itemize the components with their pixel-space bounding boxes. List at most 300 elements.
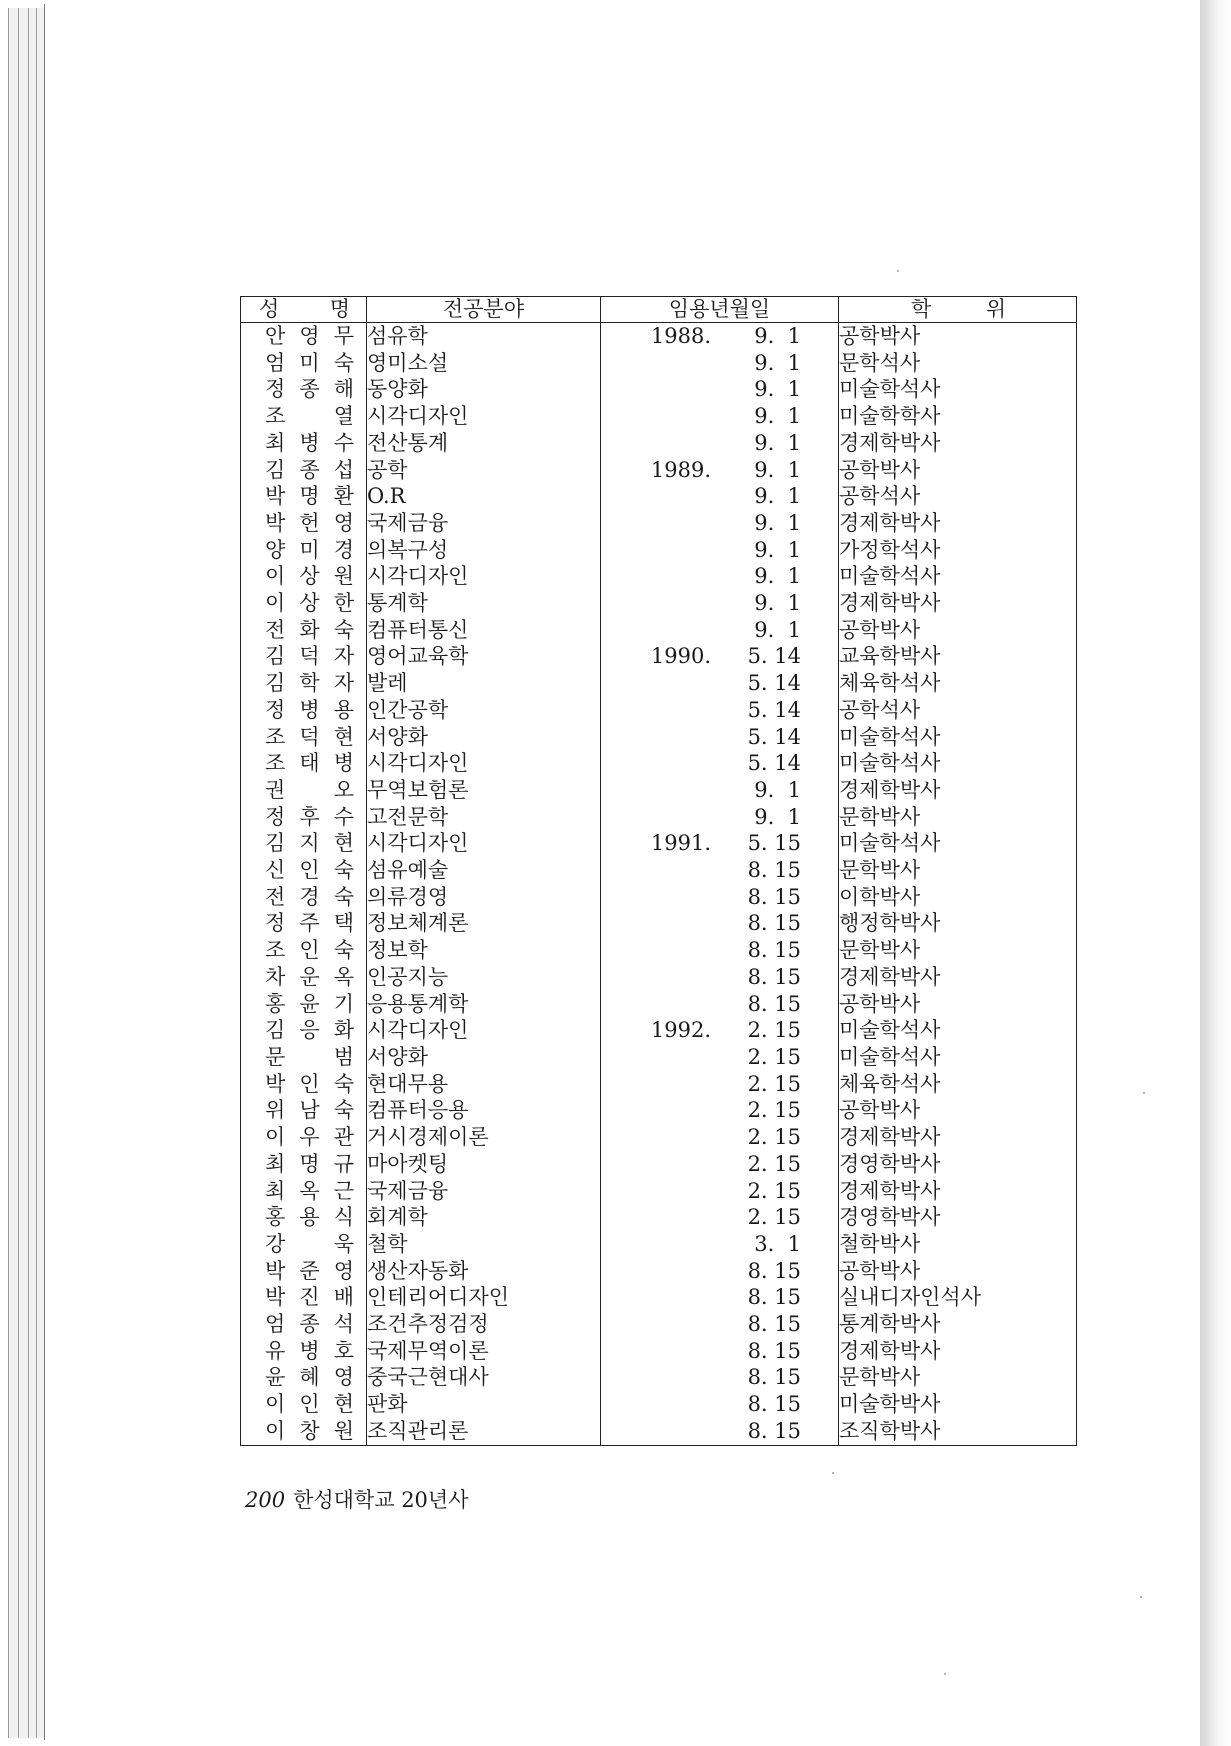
- cell-field: 조건추정검정: [367, 1311, 601, 1338]
- cell-name: [241, 1017, 367, 1044]
- cell-degree: 경제학박사: [839, 777, 1077, 804]
- appointment-month-day: 9. 1: [754, 457, 801, 482]
- appointment-month-day: 8. 15: [747, 1365, 801, 1390]
- cell-date: [601, 617, 839, 644]
- person-name: 권 오: [265, 777, 354, 802]
- cell-date: [601, 1338, 839, 1365]
- person-name: 전 경 숙: [265, 884, 354, 909]
- cell-field: 고전문학: [367, 804, 601, 831]
- cell-degree: 체육학석사: [839, 1071, 1077, 1098]
- appointment-year: [601, 1284, 717, 1311]
- cell-field: 섬유학: [367, 323, 601, 350]
- appointment-year: [601, 724, 717, 751]
- table-row: [241, 1391, 1077, 1418]
- appointment-year: [601, 804, 717, 831]
- appointment-month-day: 9. 1: [754, 510, 801, 535]
- appointment-year: [601, 1391, 717, 1418]
- cell-field: 생산자동화: [367, 1258, 601, 1285]
- cell-field: 현대무용: [367, 1071, 601, 1098]
- cell-field: 응용통계학: [367, 991, 601, 1018]
- cell-date: [601, 670, 839, 697]
- cell-name: [241, 1044, 367, 1071]
- appointment-year: [601, 1178, 717, 1205]
- person-name: 최 옥 근: [265, 1178, 354, 1203]
- cell-field: 의복구성: [367, 537, 601, 564]
- person-name: 조 덕 현: [265, 724, 354, 749]
- cell-name: [241, 1418, 367, 1445]
- appointment-month-day: 9. 1: [754, 484, 801, 509]
- table-row: [241, 430, 1077, 457]
- appointment-month-day: 2. 15: [747, 1071, 801, 1096]
- table-row: [241, 910, 1077, 937]
- cell-name: [241, 1178, 367, 1205]
- cell-degree: 조직학박사: [839, 1418, 1077, 1445]
- appointment-year: 1991.: [650, 831, 711, 856]
- person-name: 조 태 병: [265, 751, 354, 776]
- person-name: 정 주 택: [265, 911, 354, 936]
- appointment-month-day: 9. 1: [754, 430, 801, 455]
- header-name-label: 성 명: [259, 297, 350, 321]
- appointment-month-day: 8. 15: [747, 1418, 801, 1443]
- appointment-month-day: 8. 15: [747, 991, 801, 1016]
- cell-degree: 미술학학사: [839, 403, 1077, 430]
- cell-name: [241, 563, 367, 590]
- cell-field: 섬유예술: [367, 857, 601, 884]
- appointment-year: [601, 697, 717, 724]
- cell-field: 전산통계: [367, 430, 601, 457]
- person-name: 김 종 섭: [265, 457, 354, 482]
- table-row: [241, 1231, 1077, 1258]
- cell-name: [241, 1338, 367, 1365]
- appointment-month-day: 5. 14: [747, 644, 801, 669]
- table-row: [241, 964, 1077, 991]
- appointment-month-day: 8. 15: [747, 858, 801, 883]
- cell-name: [241, 964, 367, 991]
- table-row: [241, 670, 1077, 697]
- cell-name: [241, 590, 367, 617]
- table-row: [241, 777, 1077, 804]
- appointment-year: [601, 1097, 717, 1124]
- table-row: [241, 1124, 1077, 1151]
- appointment-month-day: 2. 15: [747, 1205, 801, 1230]
- cell-degree: 가정학석사: [839, 537, 1077, 564]
- person-name: 정 후 수: [265, 804, 354, 829]
- cell-degree: 교육학박사: [839, 643, 1077, 670]
- cell-field: 중국근현대사: [367, 1364, 601, 1391]
- cell-field: 발레: [367, 670, 601, 697]
- table-row: [241, 884, 1077, 911]
- person-name: 김 지 현: [265, 831, 354, 856]
- appointment-year: [601, 964, 717, 991]
- cell-field: 통계학: [367, 590, 601, 617]
- cell-field: 정보학: [367, 937, 601, 964]
- cell-degree: 경영학박사: [839, 1204, 1077, 1231]
- cell-date: [601, 643, 839, 670]
- header-date: 임용년월일: [601, 297, 839, 323]
- cell-name: [241, 750, 367, 777]
- table-row: [241, 483, 1077, 510]
- cell-degree: 미술학석사: [839, 830, 1077, 857]
- appointment-year: [601, 884, 717, 911]
- appointment-year: [601, 1311, 717, 1338]
- appointment-month-day: 8. 15: [747, 964, 801, 989]
- cell-date: [601, 991, 839, 1018]
- cell-degree: 경제학박사: [839, 430, 1077, 457]
- cell-field: 인간공학: [367, 697, 601, 724]
- cell-name: [241, 430, 367, 457]
- table-row: [241, 403, 1077, 430]
- cell-name: [241, 510, 367, 537]
- cell-degree: 공학박사: [839, 991, 1077, 1018]
- cell-date: [601, 376, 839, 403]
- cell-field: 무역보험론: [367, 777, 601, 804]
- person-name: 엄 미 숙: [265, 350, 354, 375]
- person-name: 엄 종 석: [265, 1312, 354, 1337]
- table-row: [241, 750, 1077, 777]
- table-body: [241, 323, 1077, 1446]
- cell-degree: 경제학박사: [839, 1338, 1077, 1365]
- cell-date: [601, 724, 839, 751]
- cell-field: 컴퓨터응용: [367, 1097, 601, 1124]
- appointment-year: [601, 750, 717, 777]
- cell-date: [601, 1391, 839, 1418]
- appointment-year: [601, 1124, 717, 1151]
- cell-degree: 문학박사: [839, 937, 1077, 964]
- table-row: [241, 724, 1077, 751]
- appointment-month-day: 8. 15: [747, 884, 801, 909]
- person-name: 최 명 규: [265, 1151, 354, 1176]
- appointment-year: [601, 376, 717, 403]
- cell-date: [601, 1097, 839, 1124]
- cell-field: 시각디자인: [367, 750, 601, 777]
- table-row: [241, 1338, 1077, 1365]
- cell-name: [241, 804, 367, 831]
- person-name: 차 운 옥: [265, 964, 354, 989]
- table-row: [241, 617, 1077, 644]
- cell-date: [601, 1151, 839, 1178]
- cell-field: 의류경영: [367, 884, 601, 911]
- appointment-month-day: 5. 14: [747, 671, 801, 696]
- cell-date: [601, 937, 839, 964]
- cell-name: [241, 1258, 367, 1285]
- header-degree-label: 학 위: [911, 297, 1006, 321]
- appointment-month-day: 9. 1: [754, 617, 801, 642]
- appointment-year: [601, 937, 717, 964]
- cell-field: 국제무역이론: [367, 1338, 601, 1365]
- appointment-year: [601, 537, 717, 564]
- appointment-month-day: 9. 1: [754, 804, 801, 829]
- cell-degree: 미술학석사: [839, 724, 1077, 751]
- person-name: 신 인 숙: [265, 858, 354, 883]
- cell-degree: 미술학석사: [839, 563, 1077, 590]
- table-row: [241, 1097, 1077, 1124]
- table-row: [241, 697, 1077, 724]
- person-name: 강 욱: [265, 1231, 354, 1256]
- person-name: 전 화 숙: [265, 617, 354, 642]
- cell-date: [601, 777, 839, 804]
- table-row: [241, 937, 1077, 964]
- cell-name: [241, 350, 367, 377]
- cell-name: [241, 1071, 367, 1098]
- appointment-year: [601, 590, 717, 617]
- table-row: [241, 991, 1077, 1018]
- appointment-year: [601, 1204, 717, 1231]
- table-row: [241, 537, 1077, 564]
- table-row: [241, 563, 1077, 590]
- cell-field: 영미소설: [367, 350, 601, 377]
- cell-degree: 미술학박사: [839, 1391, 1077, 1418]
- cell-field: 영어교육학: [367, 643, 601, 670]
- person-name: 조 열: [265, 404, 354, 429]
- cell-date: [601, 1044, 839, 1071]
- cell-date: [601, 1364, 839, 1391]
- cell-date: [601, 964, 839, 991]
- appointment-month-day: 5. 14: [747, 751, 801, 776]
- table-row: [241, 643, 1077, 670]
- person-name: 김 덕 자: [265, 644, 354, 669]
- appointment-month-day: 2. 15: [747, 1151, 801, 1176]
- cell-name: [241, 483, 367, 510]
- appointment-month-day: 8. 15: [747, 1312, 801, 1337]
- person-name: 김 학 자: [265, 671, 354, 696]
- cell-date: [601, 457, 839, 484]
- appointment-year: [601, 563, 717, 590]
- cell-field: 서양화: [367, 1044, 601, 1071]
- appointment-year: 1990.: [650, 644, 711, 669]
- person-name: 문 범: [265, 1044, 354, 1069]
- person-name: 박 헌 영: [265, 510, 354, 535]
- appointment-year: 1992.: [650, 1018, 711, 1043]
- cell-name: [241, 1124, 367, 1151]
- faculty-table: [240, 296, 1077, 1446]
- cell-date: [601, 884, 839, 911]
- cell-degree: 공학박사: [839, 457, 1077, 484]
- cell-field: 컴퓨터통신: [367, 617, 601, 644]
- person-name: 박 인 숙: [265, 1071, 354, 1096]
- cell-date: [601, 1284, 839, 1311]
- cell-name: [241, 1151, 367, 1178]
- header-degree: [839, 297, 1077, 323]
- person-name: 위 남 숙: [265, 1098, 354, 1123]
- cell-date: [601, 1311, 839, 1338]
- cell-date: [601, 510, 839, 537]
- appointment-year: [601, 510, 717, 537]
- table-row: [241, 1151, 1077, 1178]
- book-title: 한성대학교 20년사: [293, 1488, 469, 1512]
- person-name: 이 인 현: [265, 1392, 354, 1417]
- cell-field: 조직관리론: [367, 1418, 601, 1445]
- cell-name: [241, 1311, 367, 1338]
- table-row: [241, 350, 1077, 377]
- cell-field: 정보체계론: [367, 910, 601, 937]
- appointment-month-day: 9. 1: [754, 404, 801, 429]
- table-row: [241, 1364, 1077, 1391]
- appointment-month-day: 5. 14: [747, 724, 801, 749]
- cell-degree: 공학박사: [839, 1258, 1077, 1285]
- appointment-year: [601, 1258, 717, 1285]
- table-row: [241, 1204, 1077, 1231]
- appointment-month-day: 9. 1: [754, 564, 801, 589]
- appointment-month-day: 9. 1: [754, 350, 801, 375]
- cell-field: 국제금융: [367, 510, 601, 537]
- cell-name: [241, 1204, 367, 1231]
- cell-name: [241, 857, 367, 884]
- appointment-year: 1988.: [650, 324, 711, 348]
- cell-degree: 실내디자인석사: [839, 1284, 1077, 1311]
- cell-date: [601, 830, 839, 857]
- cell-field: 서양화: [367, 724, 601, 751]
- cell-date: [601, 483, 839, 510]
- cell-degree: 경제학박사: [839, 590, 1077, 617]
- person-name: 정 종 해: [265, 377, 354, 402]
- person-name: 정 병 용: [265, 697, 354, 722]
- person-name: 김 응 화: [265, 1018, 354, 1043]
- appointment-month-day: 9. 1: [754, 591, 801, 616]
- cell-field: 시각디자인: [367, 403, 601, 430]
- cell-degree: 공학석사: [839, 483, 1077, 510]
- cell-date: [601, 1178, 839, 1205]
- cell-date: [601, 1258, 839, 1285]
- cell-date: [601, 323, 839, 350]
- cell-date: [601, 1017, 839, 1044]
- table-row: [241, 830, 1077, 857]
- cell-name: [241, 617, 367, 644]
- table-row: [241, 1284, 1077, 1311]
- cell-degree: 미술학석사: [839, 750, 1077, 777]
- cell-degree: 행정학박사: [839, 910, 1077, 937]
- cell-degree: 공학석사: [839, 697, 1077, 724]
- cell-date: [601, 430, 839, 457]
- appointment-year: [601, 991, 717, 1018]
- table-row: [241, 1258, 1077, 1285]
- cell-date: [601, 1124, 839, 1151]
- cell-field: 철학: [367, 1231, 601, 1258]
- cell-date: [601, 1231, 839, 1258]
- person-name: 박 진 배: [265, 1285, 354, 1310]
- appointment-year: [601, 1231, 717, 1258]
- appointment-year: [601, 777, 717, 804]
- cell-date: [601, 537, 839, 564]
- cell-field: 시각디자인: [367, 830, 601, 857]
- table-row: [241, 323, 1077, 350]
- cell-field: O.R: [367, 483, 601, 510]
- table-row: [241, 1071, 1077, 1098]
- cell-degree: 경제학박사: [839, 1178, 1077, 1205]
- appointment-year: [601, 1418, 717, 1445]
- appointment-month-day: 5. 15: [747, 831, 801, 856]
- appointment-month-day: 2. 15: [747, 1098, 801, 1123]
- cell-degree: 경제학박사: [839, 510, 1077, 537]
- cell-name: [241, 1364, 367, 1391]
- page-number: 200: [245, 1488, 286, 1512]
- person-name: 최 병 수: [265, 430, 354, 455]
- appointment-month-day: 8. 15: [747, 1392, 801, 1417]
- appointment-year: [601, 1338, 717, 1365]
- cell-field: 인공지능: [367, 964, 601, 991]
- table-row: [241, 804, 1077, 831]
- table-row: [241, 1017, 1077, 1044]
- cell-field: 국제금융: [367, 1178, 601, 1205]
- appointment-year: 1989.: [650, 457, 711, 482]
- cell-name: [241, 697, 367, 724]
- cell-name: [241, 670, 367, 697]
- cell-name: [241, 884, 367, 911]
- person-name: 홍 용 식: [265, 1205, 354, 1230]
- cell-field: 공학: [367, 457, 601, 484]
- person-name: 이 우 관: [265, 1125, 354, 1150]
- cell-degree: 미술학석사: [839, 1017, 1077, 1044]
- cell-degree: 이학박사: [839, 884, 1077, 911]
- cell-degree: 체육학석사: [839, 670, 1077, 697]
- cell-date: [601, 857, 839, 884]
- appointment-year: [601, 1364, 717, 1391]
- table-header-row: [241, 297, 1077, 323]
- cell-name: [241, 1097, 367, 1124]
- person-name: 이 창 원: [265, 1418, 354, 1443]
- cell-degree: 통계학박사: [839, 1311, 1077, 1338]
- person-name: 유 병 호: [265, 1338, 354, 1363]
- person-name: 이 상 원: [265, 564, 354, 589]
- person-name: 이 상 한: [265, 591, 354, 616]
- cell-date: [601, 1071, 839, 1098]
- cell-name: [241, 937, 367, 964]
- cell-date: [601, 563, 839, 590]
- cell-name: [241, 991, 367, 1018]
- cell-field: 마아켓팅: [367, 1151, 601, 1178]
- appointment-month-day: 9. 1: [754, 537, 801, 562]
- appointment-year: [601, 1151, 717, 1178]
- cell-degree: 문학박사: [839, 1364, 1077, 1391]
- cell-date: [601, 910, 839, 937]
- appointment-year: [601, 483, 717, 510]
- appointment-year: [601, 670, 717, 697]
- appointment-month-day: 8. 15: [747, 911, 801, 936]
- cell-name: [241, 457, 367, 484]
- table-row: [241, 590, 1077, 617]
- person-name: 박 명 환: [265, 484, 354, 509]
- cell-degree: 경영학박사: [839, 1151, 1077, 1178]
- cell-degree: 공학박사: [839, 323, 1077, 350]
- appointment-year: [601, 617, 717, 644]
- appointment-month-day: 2. 15: [747, 1125, 801, 1150]
- cell-name: [241, 1231, 367, 1258]
- appointment-year: [601, 403, 717, 430]
- cell-degree: 경제학박사: [839, 964, 1077, 991]
- cell-field: 회계학: [367, 1204, 601, 1231]
- appointment-month-day: 2. 15: [747, 1044, 801, 1069]
- appointment-month-day: 2. 15: [747, 1178, 801, 1203]
- appointment-month-day: 5. 14: [747, 697, 801, 722]
- appointment-month-day: 8. 15: [747, 1285, 801, 1310]
- appointment-year: [601, 430, 717, 457]
- person-name: 조 인 숙: [265, 938, 354, 963]
- cell-name: [241, 403, 367, 430]
- person-name: 양 미 경: [265, 537, 354, 562]
- person-name: 윤 혜 영: [265, 1365, 354, 1390]
- appointment-year: [601, 857, 717, 884]
- cell-degree: 미술학석사: [839, 376, 1077, 403]
- table-row: [241, 510, 1077, 537]
- cell-degree: 문학석사: [839, 350, 1077, 377]
- cell-name: [241, 1391, 367, 1418]
- appointment-month-day: 9. 1: [754, 777, 801, 802]
- table-row: [241, 1044, 1077, 1071]
- table-row: [241, 1311, 1077, 1338]
- appointment-month-day: 8. 15: [747, 1338, 801, 1363]
- header-name: [241, 297, 367, 323]
- cell-degree: 공학박사: [839, 1097, 1077, 1124]
- cell-name: [241, 376, 367, 403]
